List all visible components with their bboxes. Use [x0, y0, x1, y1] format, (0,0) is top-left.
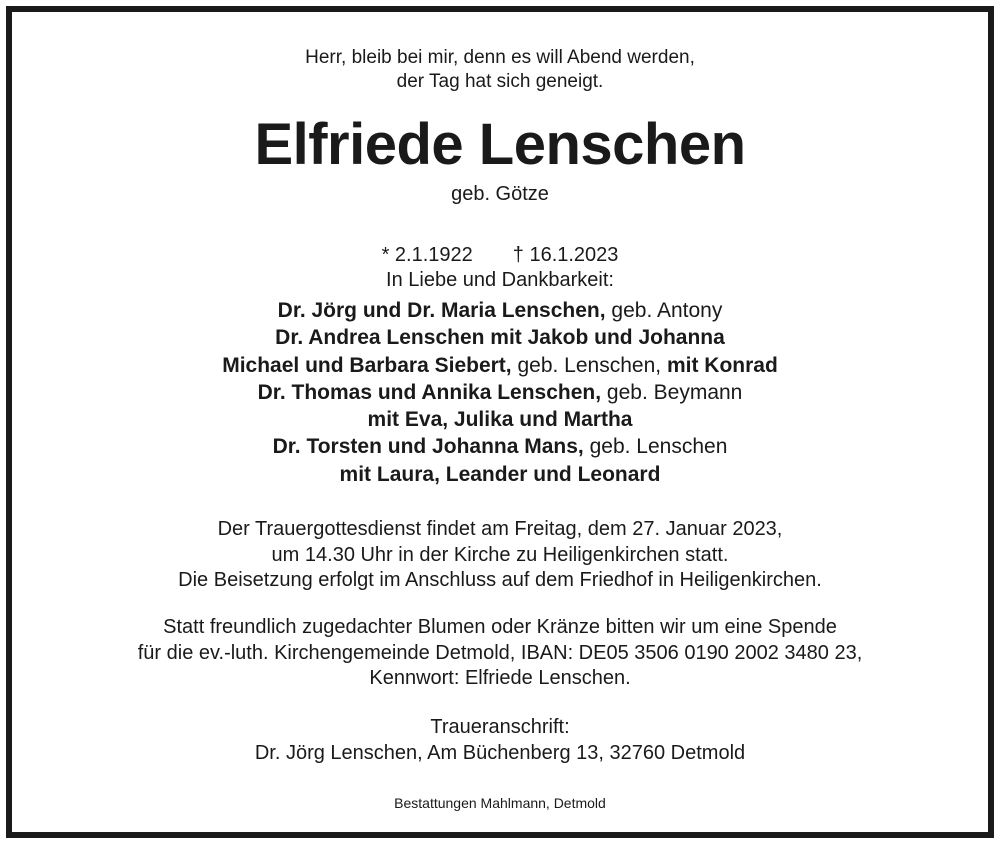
- family-name-bold: Dr. Torsten und Johanna Mans,: [272, 435, 584, 459]
- family-list: [12, 297, 988, 488]
- verse-line: der Tag hat sich geneigt.: [396, 71, 604, 92]
- address-label: Traueranschrift:: [430, 716, 570, 738]
- family-name-bold: mit Eva, Julika und Martha: [367, 408, 633, 432]
- family-line: [12, 324, 988, 351]
- maiden-name: geb. Götze: [451, 183, 549, 205]
- undertaker: Bestattungen Mahlmann, Detmold: [394, 795, 606, 811]
- service-line: Die Beisetzung erfolgt im Anschluss auf dem Friedhof in Heiligenkirchen.: [178, 569, 822, 591]
- family-name-note: geb. Antony: [605, 299, 723, 322]
- mourning-address: [12, 715, 988, 766]
- donation-line: für die ev.-luth. Kirchengemeinde Detmold, IBAN: DE05 3506 0190 2002 3480 23,: [137, 641, 863, 664]
- family-name-note: geb. Lenschen,: [511, 353, 667, 377]
- service-line: um 14.30 Uhr in der Kirche zu Heiligenkirchen statt.: [271, 543, 729, 566]
- family-line: [12, 379, 988, 406]
- family-line: [12, 406, 988, 433]
- family-line: [12, 297, 988, 324]
- death-date: † 16.1.2023: [512, 244, 619, 266]
- obituary-content: [12, 12, 988, 832]
- donation-line: Statt freundlich zugedachter Blumen oder Kränze bitten wir um eine Spende: [163, 616, 837, 638]
- deceased-name: Elfriede Lenschen: [254, 112, 746, 177]
- family-name-bold: Dr. Andrea Lenschen mit Jakob und Johanna: [275, 326, 725, 350]
- family-line: [12, 461, 988, 488]
- family-name-bold: mit Laura, Leander und Leonard: [339, 462, 661, 486]
- family-name-note: geb. Beymann: [601, 380, 743, 404]
- obituary-frame: [6, 6, 994, 838]
- family-name-bold: mit Konrad: [666, 353, 778, 377]
- bible-verse: [12, 46, 988, 94]
- family-line: [12, 433, 988, 460]
- family-line: [12, 352, 988, 379]
- life-dates: [12, 242, 988, 268]
- family-name-bold: Dr. Jörg und Dr. Maria Lenschen,: [277, 299, 606, 322]
- donation-info: [12, 615, 988, 692]
- address-value: Dr. Jörg Lenschen, Am Büchenberg 13, 32760 Detmold: [254, 741, 746, 764]
- thanks-line: In Liebe und Dankbarkeit:: [386, 269, 614, 291]
- family-name-bold: Dr. Thomas und Annika Lenschen,: [257, 380, 602, 404]
- verse-line: Herr, bleib bei mir, denn es will Abend werden,: [305, 47, 695, 68]
- service-line: Der Trauergottesdienst findet am Freitag, dem 27. Januar 2023,: [217, 518, 783, 540]
- family-name-note: geb. Lenschen: [583, 435, 728, 459]
- donation-line: Kennwort: Elfriede Lenschen.: [369, 667, 631, 689]
- family-name-bold: Michael und Barbara Siebert,: [222, 353, 512, 377]
- birth-date: * 2.1.1922: [381, 244, 473, 266]
- service-info: [12, 517, 988, 594]
